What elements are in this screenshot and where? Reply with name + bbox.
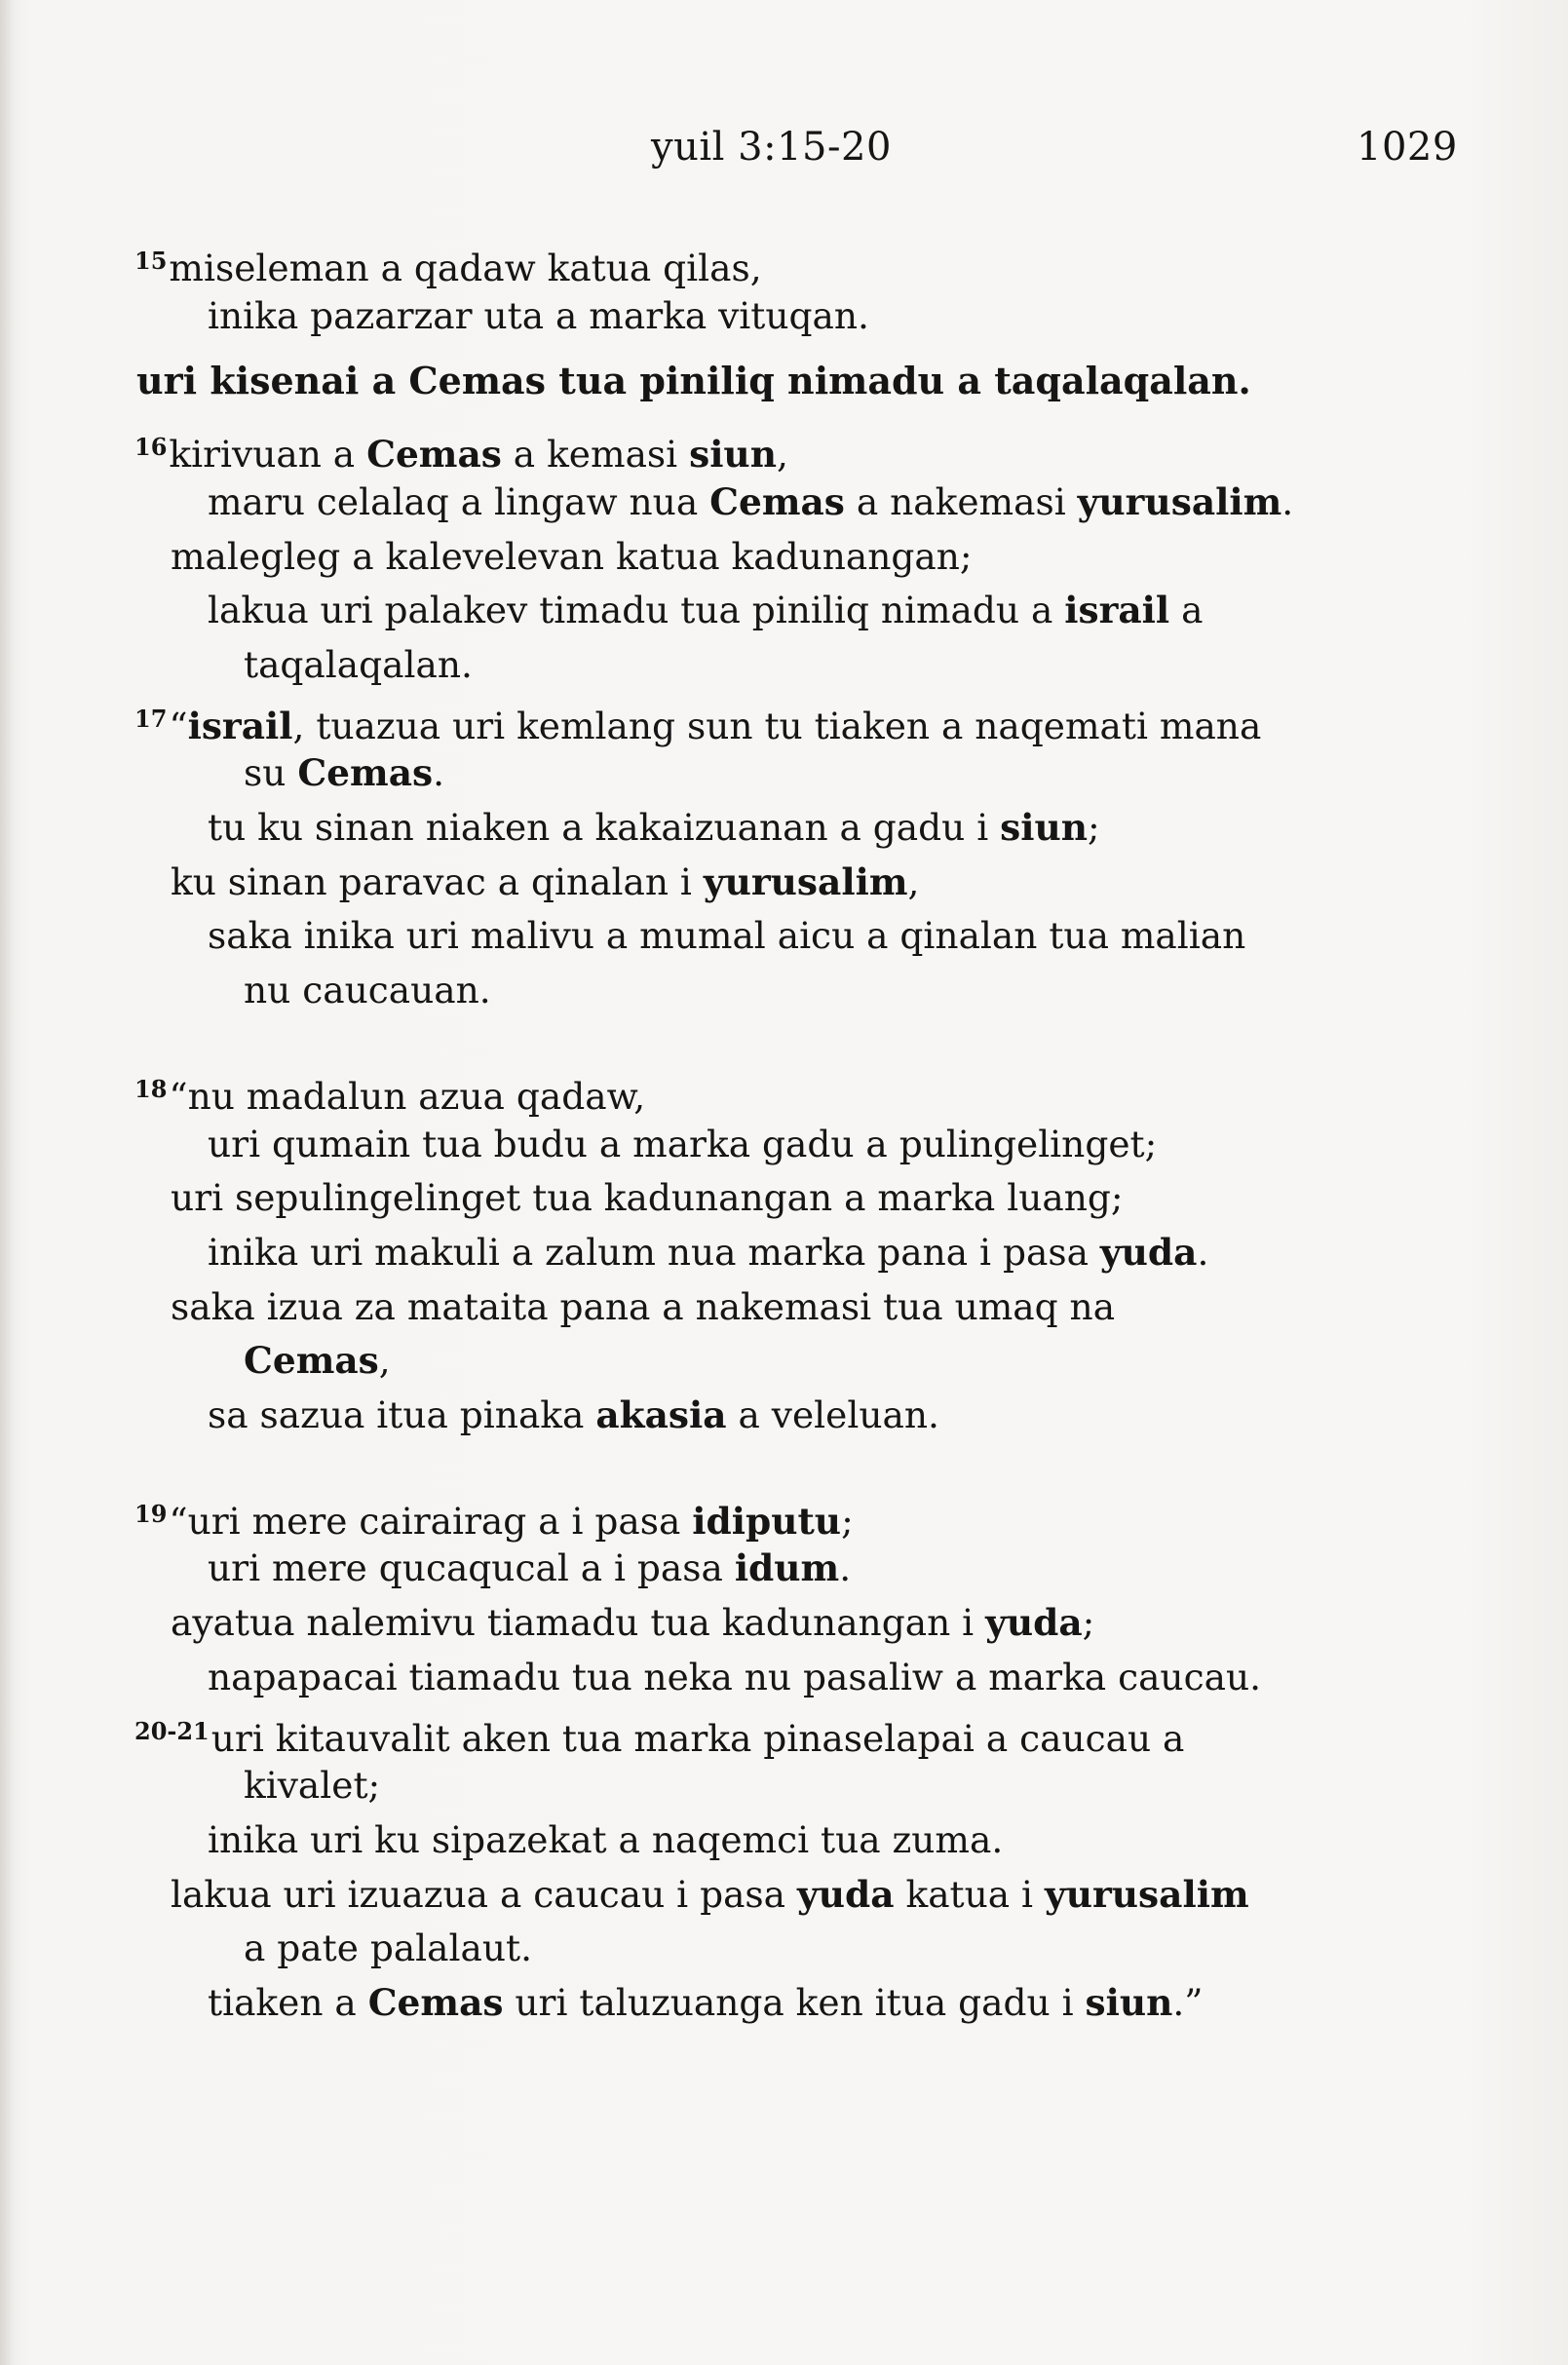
bold-term: Cemas xyxy=(297,751,434,794)
bold-term: idum xyxy=(734,1546,840,1589)
line-text: “uri mere cairairag a i pasa xyxy=(169,1500,693,1543)
bold-term: israil xyxy=(1064,589,1170,631)
poem-line xyxy=(208,1545,851,1591)
poem-line xyxy=(208,1392,939,1438)
poem-line xyxy=(208,804,1100,851)
line-text: inika uri makuli a zalum nua marka pana i pasa xyxy=(208,1231,1100,1274)
poem-line xyxy=(134,1708,1184,1762)
bold-term: Cemas xyxy=(366,433,502,476)
line-text: “nu madalun azua qadaw, xyxy=(169,1075,646,1118)
line-text: “ xyxy=(169,705,188,747)
bold-term: Cemas xyxy=(709,480,845,523)
poem-line xyxy=(208,1979,1203,2026)
poem-line xyxy=(208,1816,1003,1863)
bold-term: yurusalim xyxy=(1044,1873,1249,1916)
bold-term: yuda xyxy=(1099,1231,1198,1274)
poem-line xyxy=(171,1174,1124,1221)
stanza-heading xyxy=(136,358,1251,404)
poem-line xyxy=(244,1337,391,1384)
line-text: kirivuan a xyxy=(169,433,367,476)
bold-term: Cemas xyxy=(367,1981,504,2024)
line-text: ayatua nalemivu tiamadu tua kadunangan i xyxy=(171,1601,986,1644)
line-text: uri sepulingelinget tua kadunangan a marka luang; xyxy=(171,1176,1124,1219)
line-text: lakua uri palakev timadu tua piniliq nimadu a xyxy=(208,589,1065,631)
line-text: uri qumain tua budu a marka gadu a pulingelinget; xyxy=(208,1123,1158,1165)
line-text: . xyxy=(1197,1231,1209,1274)
poem-line xyxy=(134,424,788,477)
line-text: lakua uri izuazua a caucau i pasa xyxy=(171,1873,797,1916)
bold-term: israil xyxy=(187,705,293,747)
line-text: ; xyxy=(841,1500,854,1543)
line-text: sa sazua itua pinaka xyxy=(208,1393,596,1436)
bold-term: akasia xyxy=(595,1393,727,1436)
poem-line xyxy=(134,1066,645,1120)
line-text: inika pazarzar uta a marka vituqan. xyxy=(208,294,869,337)
verse-number: 19 xyxy=(134,1500,168,1528)
poem-line xyxy=(208,912,1245,959)
poem-line xyxy=(208,292,869,339)
poem-line xyxy=(208,1121,1157,1167)
line-text: ; xyxy=(1082,1601,1095,1644)
poem-line xyxy=(171,533,973,580)
bold-term: siun xyxy=(1085,1981,1173,2024)
running-head: yuil 3:15-20 xyxy=(651,125,892,170)
poem-line xyxy=(134,696,1261,749)
line-text: , xyxy=(907,860,920,903)
line-text: . xyxy=(1281,480,1294,523)
line-text: ; xyxy=(1088,806,1100,849)
bold-term: Cemas xyxy=(244,1339,379,1382)
line-text: a kemasi xyxy=(501,433,690,476)
line-text: uri taluzuanga ken itua gadu i xyxy=(503,1981,1086,2024)
poem-line xyxy=(244,1762,380,1809)
verse-number: 20-21 xyxy=(134,1717,210,1745)
line-text: inika uri ku sipazekat a naqemci tua zuma. xyxy=(208,1818,1004,1861)
bold-term: idiputu xyxy=(692,1500,842,1543)
poem-line xyxy=(244,1925,532,1971)
line-text: , xyxy=(776,433,788,476)
line-text: , tuazua uri kemlang sun tu tiaken a naqemati mana xyxy=(292,705,1262,747)
poem-line xyxy=(171,1599,1094,1646)
line-text: a nakemasi xyxy=(844,480,1078,523)
line-text: taqalaqalan. xyxy=(244,643,473,686)
poem-line xyxy=(134,1491,854,1545)
line-text: a xyxy=(1169,589,1204,631)
bold-term: yurusalim xyxy=(703,860,908,903)
poem-line xyxy=(208,478,1293,525)
line-text: napapacai tiamadu tua neka nu pasaliw a marka caucau. xyxy=(208,1656,1262,1698)
verse-number: 15 xyxy=(134,247,168,275)
line-text: a veleluan. xyxy=(726,1393,939,1436)
line-text: uri mere qucaqucal a i pasa xyxy=(208,1546,735,1589)
line-text: a pate palalaut. xyxy=(244,1926,533,1969)
line-text: . xyxy=(839,1546,852,1589)
bold-term: yurusalim xyxy=(1077,480,1282,523)
line-text: kivalet; xyxy=(244,1764,381,1807)
poem-line xyxy=(208,587,1203,633)
verse-number: 18 xyxy=(134,1075,168,1103)
line-text: maru celalaq a lingaw nua xyxy=(208,480,710,523)
line-text: tiaken a xyxy=(208,1981,368,2024)
poem-line xyxy=(171,1283,1115,1330)
verse-number: 16 xyxy=(134,433,168,461)
line-text: saka inika uri malivu a mumal aicu a qinalan tua malian xyxy=(208,914,1246,957)
poem-line xyxy=(171,858,919,905)
bold-term: yuda xyxy=(985,1601,1083,1644)
bold-term: siun xyxy=(689,433,777,476)
bold-term: uri kisenai a Cemas tua piniliq nimadu a taqalaqalan. xyxy=(136,359,1251,402)
bold-term: siun xyxy=(1000,806,1089,849)
poem-line xyxy=(208,1229,1208,1276)
line-text: malegleg a kalevelevan katua kadunangan; xyxy=(171,535,973,578)
line-text: , xyxy=(378,1339,391,1382)
page-number: 1029 xyxy=(1357,125,1458,170)
poem-line xyxy=(208,1654,1261,1700)
poem-line xyxy=(244,749,444,796)
poem-line xyxy=(134,238,762,291)
line-text: su xyxy=(244,751,298,794)
bold-term: yuda xyxy=(796,1873,895,1916)
poem-line xyxy=(244,967,491,1013)
poem-line xyxy=(171,1871,1249,1918)
line-text: nu caucauan. xyxy=(244,969,491,1011)
line-text: .” xyxy=(1172,1981,1204,2024)
line-text: uri kitauvalit aken tua marka pinaselapai a caucau a xyxy=(210,1717,1185,1760)
line-text: tu ku sinan niaken a kakaizuanan a gadu i xyxy=(208,806,1001,849)
line-text: . xyxy=(433,751,445,794)
line-text: katua i xyxy=(894,1873,1045,1916)
line-text: ku sinan paravac a qinalan i xyxy=(171,860,704,903)
poem-line xyxy=(244,641,473,688)
verse-number: 17 xyxy=(134,705,168,733)
line-text: miseleman a qadaw katua qilas, xyxy=(169,247,762,289)
line-text: saka izua za mataita pana a nakemasi tua umaq na xyxy=(171,1285,1116,1328)
